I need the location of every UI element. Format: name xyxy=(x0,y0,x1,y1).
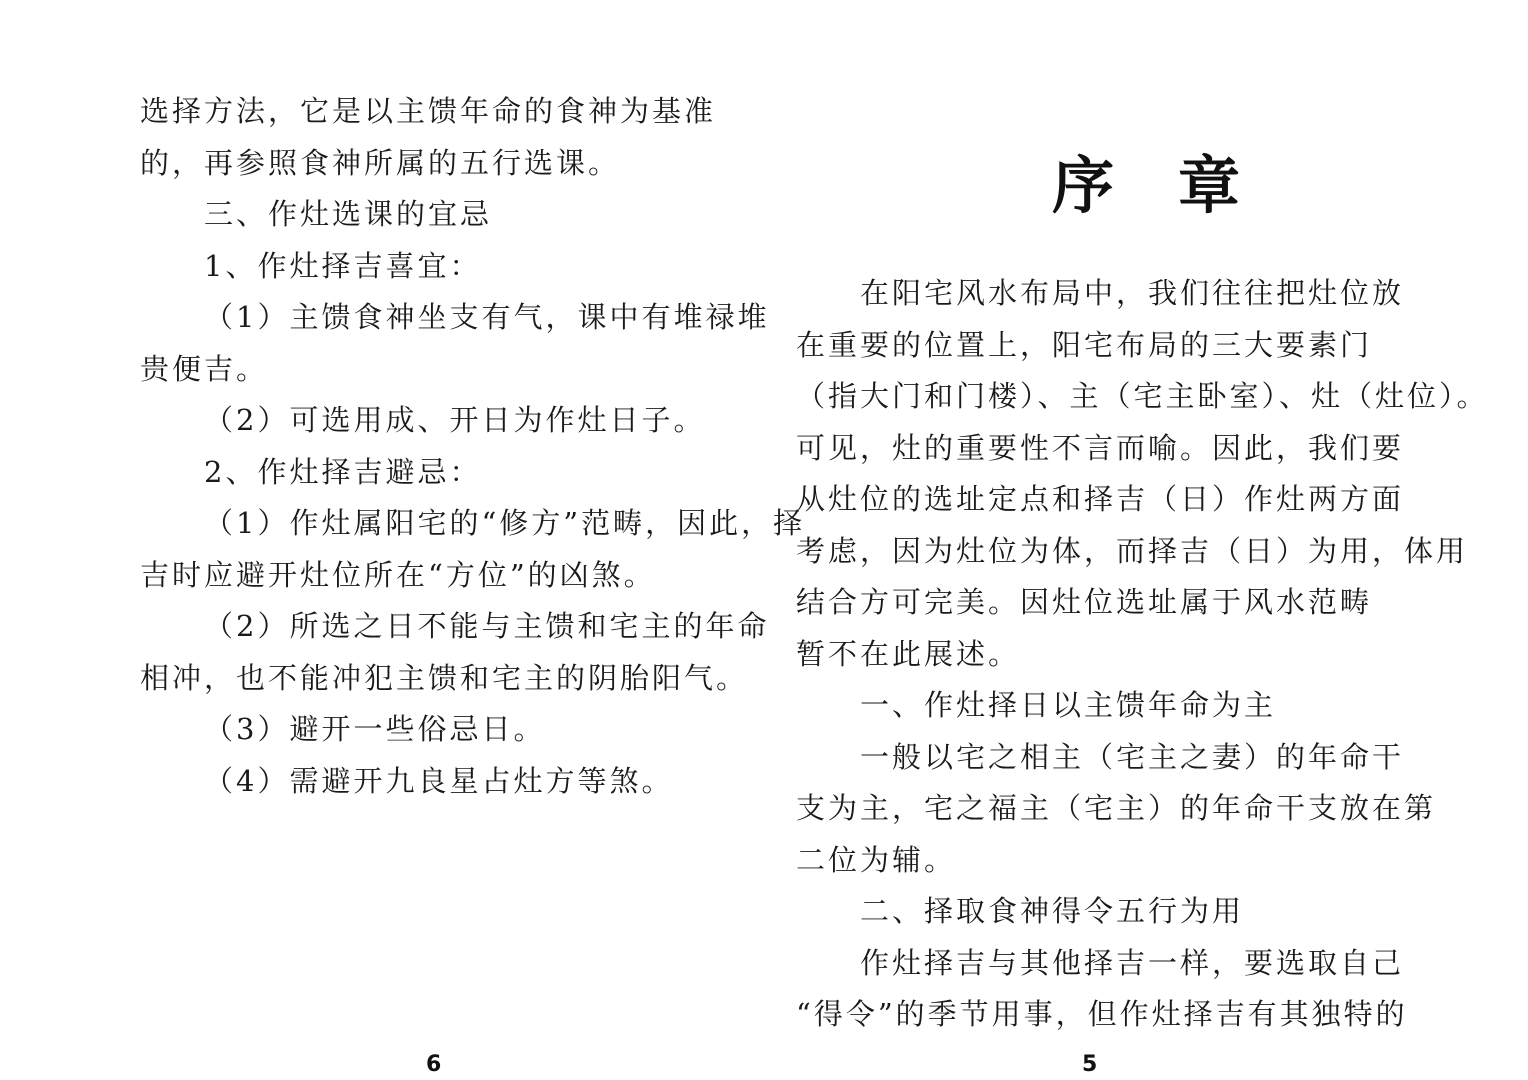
section-heading: 二、择取食神得令五行为用 xyxy=(860,894,1245,928)
page-number: 5 xyxy=(1082,1052,1098,1077)
text-line: 在阳宅风水布局中，我们往往把灶位放 xyxy=(860,276,1405,310)
text-line: 的，再参照食神所属的五行选课。 xyxy=(140,145,621,180)
text-line: 相冲，也不能冲犯主馈和宅主的阴胎阳气。 xyxy=(140,660,749,695)
text-line: 作灶择吉与其他择吉一样，要选取自己 xyxy=(860,945,1405,980)
section-heading: 一、作灶择日以主馈年命为主 xyxy=(860,688,1277,722)
text-line: （2）可选用成、开日为作灶日子。 xyxy=(204,403,706,437)
subsection-heading: 2、作灶择吉避忌： xyxy=(204,454,482,489)
text-line: 吉时应避开灶位所在“方位”的凶煞。 xyxy=(140,557,656,592)
text-line: （2）所选之日不能与主馈和宅主的年命 xyxy=(204,609,770,643)
text-line: （4）需避开九良星占灶方等煞。 xyxy=(204,763,674,798)
text-line: （1）作灶属阳宅的“修方”范畴，因此，择 xyxy=(204,506,806,540)
chapter-title: 序章 xyxy=(1051,149,1304,222)
subsection-heading: 1、作灶择吉喜宜： xyxy=(204,248,482,283)
text-line: “得令”的季节用事，但作灶择吉有其独特的 xyxy=(796,997,1408,1031)
text-line: 考虑，因为灶位为体，而择吉（日）为用，体用 xyxy=(796,533,1469,568)
text-line: （3）避开一些俗忌日。 xyxy=(204,712,546,746)
text-line: 支为主，宅之福主（宅主）的年命干支放在第 xyxy=(796,791,1437,825)
text-line: 从灶位的选址定点和择吉（日）作灶两方面 xyxy=(796,482,1405,516)
text-line: 贵便吉。 xyxy=(140,351,269,386)
section-heading: 三、作灶选课的宜忌 xyxy=(204,197,493,231)
text-line: 一般以宅之相主（宅主之妻）的年命干 xyxy=(860,739,1405,774)
page-number: 6 xyxy=(426,1052,442,1077)
text-line: 二位为辅。 xyxy=(796,842,957,877)
text-line: （指大门和门楼）、主（宅主卧室）、灶（灶位）。 xyxy=(796,379,1489,413)
right-page xyxy=(764,0,1528,1080)
text-line: 结合方可完美。因灶位选址属于风水范畴 xyxy=(796,585,1373,619)
text-line: 在重要的位置上，阳宅布局的三大要素门 xyxy=(796,327,1373,362)
text-line: 选择方法，它是以主馈年命的食神为基准 xyxy=(140,94,717,128)
text-line: 暂不在此展述。 xyxy=(796,636,1021,671)
text-line: 可见，灶的重要性不言而喻。因此，我们要 xyxy=(796,430,1405,465)
right-page-body xyxy=(796,268,1489,1041)
text-line: （1）主馈食神坐支有气，课中有堆禄堆 xyxy=(204,300,770,334)
left-page-body xyxy=(140,86,806,807)
